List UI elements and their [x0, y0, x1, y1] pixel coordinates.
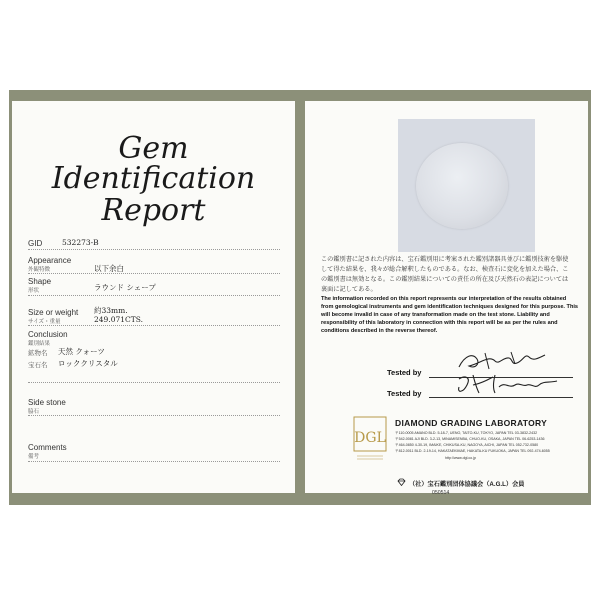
mineral-name-label: 鉱物名 — [28, 350, 48, 357]
lab-address-2: 〒542-0081 AJI BLD. 3-2-13, MINAMISENBA, CHUO-KU, OSAKA, JAPAN TEL 06-6253-1436 — [395, 437, 545, 441]
gid-value: 532273-B — [62, 238, 99, 247]
divider — [28, 461, 280, 462]
appearance-label: Appearance — [28, 256, 72, 265]
lab-name: DIAMOND GRADING LABORATORY — [395, 418, 548, 428]
divider — [28, 249, 280, 250]
gid-label: GID — [28, 239, 43, 248]
shape-jp-label: 形状 — [28, 288, 40, 294]
appearance-jp-label: 外観特徴 — [28, 267, 51, 273]
conclusion-jp-label: 鑑別結果 — [28, 341, 51, 347]
japanese-disclaimer: この鑑別書に記された内容は、宝石鑑別用に考案された鑑別諸器具並びに鑑別技術を駆使して得た結果を、我々が総合解釈したものである。なお、検査石に変化を加えた場合、この鑑別書は無効となる。この鑑別結果についての責任の所在及び天然石の表記については裏面に記してある。 — [321, 256, 569, 293]
shape-value: ラウンド シェープ — [94, 283, 156, 292]
gem-name-label: 宝石名 — [28, 362, 48, 369]
lab-website: http://www.dgl.co.jp — [445, 456, 476, 460]
tested-by-label-2: Tested by — [387, 389, 422, 398]
signature-line-2 — [429, 397, 573, 398]
size-value: 約33mm. — [94, 306, 128, 315]
left-panel — [12, 101, 295, 493]
divider — [28, 273, 280, 274]
gem-photo — [398, 119, 535, 252]
mineral-name-value: 天然 クォーツ — [58, 347, 105, 356]
lab-address-1: 〒110-0005 AMANO BLD. 5-18-7, UENO, TAITO-KU, TOKYO, JAPAN TEL 03-3832-2432 — [395, 431, 538, 435]
conclusion-label: Conclusion — [28, 330, 68, 339]
divider — [28, 295, 280, 296]
dgl-logo-text: DGL — [354, 430, 386, 446]
comments-jp-label: 備考 — [28, 454, 40, 460]
gem-stone-image — [416, 143, 508, 229]
report-document — [9, 90, 591, 505]
shape-label: Shape — [28, 277, 52, 286]
english-disclaimer: The information recorded on this report represents our interpretation of the results obtained from gemological instruments and gem identification techniques designed for this purpose. This will become invalid in case of any transformation made on the test stone. Liability and responsibility of this laboratory in connection with this report will be as per the rules and conditions described in the reverse thereof. — [321, 296, 579, 334]
divider — [28, 382, 280, 383]
divider — [28, 325, 280, 326]
signature-2 — [453, 371, 563, 397]
size-label: Size or weight — [28, 308, 79, 317]
agl-membership: （社）宝石鑑別団体協議会（A.G.L）会員 — [409, 481, 525, 488]
signature-1 — [455, 349, 550, 373]
divider — [28, 415, 280, 416]
report-title-line-1: Gem — [118, 131, 189, 166]
lab-address-4: 〒812-0011 BLD. 2-19-14, HAKATAEKIMAE, HAKATA-KU FUKUOKA, JAPAN TEL 092-474-6055 — [395, 449, 550, 453]
report-serial: 050514 — [432, 490, 450, 496]
dgl-logo — [353, 416, 387, 462]
diamond-icon — [397, 478, 406, 486]
comments-label: Comments — [28, 443, 67, 452]
appearance-value: 以下余白 — [94, 264, 124, 273]
side-stone-jp-label: 脇石 — [28, 409, 40, 415]
right-panel — [305, 101, 588, 496]
side-stone-label: Side stone — [28, 398, 66, 407]
weight-value: 249.071CTS. — [94, 315, 144, 324]
report-title-line-2: Identification — [51, 161, 256, 196]
lab-address-3: 〒464-0850 4-30-19, IMAIKE, CHIKUSA-KU, NAGOYA, AICHI, JAPAN TEL 052-732-0580 — [395, 443, 539, 447]
report-title-line-3: Report — [101, 193, 206, 228]
gem-name-value: ロッククリスタル — [58, 359, 118, 368]
tested-by-label-1: Tested by — [387, 368, 422, 377]
size-jp-label: サイズ・重量 — [28, 319, 61, 325]
